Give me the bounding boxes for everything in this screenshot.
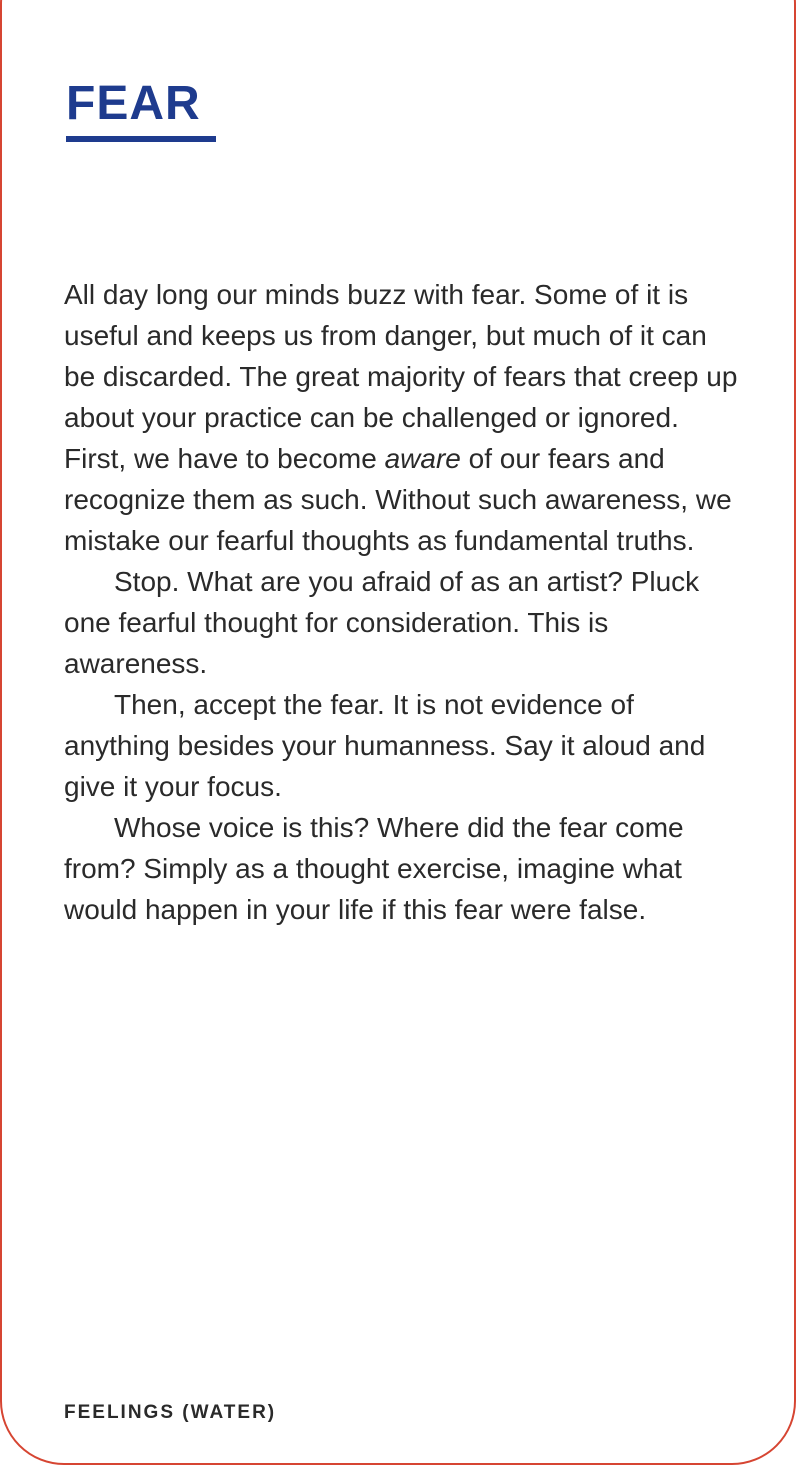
title-block xyxy=(66,77,216,142)
paragraph-2: Stop. What are you afraid of as an artist? Pluck one fearful thought for consideration. This is awareness. xyxy=(64,566,700,679)
paragraph-3: Then, accept the fear. It is not evidence of anything besides your humanness. Say it aloud and give it your focus. xyxy=(64,689,706,802)
card-title: FEAR xyxy=(66,77,201,130)
paragraph-1-text-a: All day long our minds buzz with fear. Some of it is useful and keeps us from danger, but much of it can be discarded. The great majority of fears that creep up about your practice can be challenged or ignored. First, we have to become xyxy=(64,279,738,474)
card-body xyxy=(64,274,744,930)
paragraph-1-emphasis: aware xyxy=(384,443,461,474)
title-underline xyxy=(66,136,216,142)
paragraph-1-text-b: of our fears and recognize them as such. Without such awareness, we mistake our fearful thoughts as fundamental truths. xyxy=(64,443,732,556)
paragraph-1 xyxy=(64,274,744,561)
paragraph-4: Whose voice is this? Where did the fear come from? Simply as a thought exercise, imagine what would happen in your life if this fear were false. xyxy=(64,812,684,925)
category-label: FEELINGS (WATER) xyxy=(64,1402,277,1423)
